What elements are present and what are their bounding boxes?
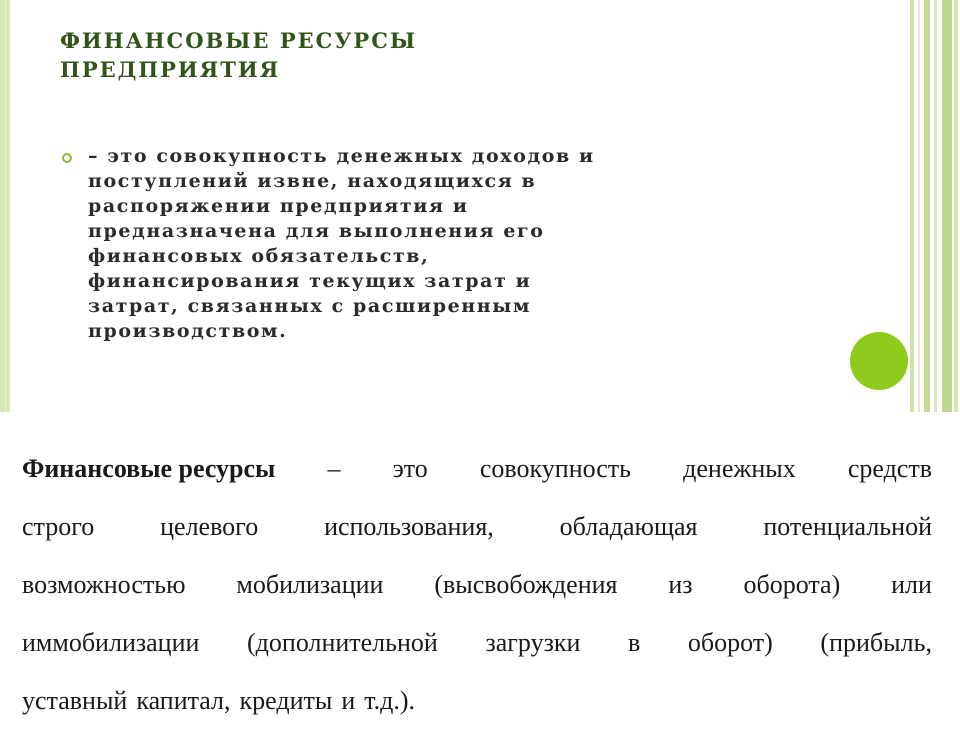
bullet-line: затрат, связанных с расширенным <box>88 295 532 317</box>
definition-word: оборот) <box>687 628 773 657</box>
definition-word: совокупность <box>479 454 632 483</box>
definition-word: т.д.). <box>364 686 416 715</box>
definition-line <box>22 498 932 556</box>
definition-word: потенциальной <box>763 512 932 541</box>
bullet-block <box>60 144 840 344</box>
definition-word: средств <box>847 454 932 483</box>
definition-line <box>22 440 932 498</box>
definition-word: капитал, <box>136 686 231 715</box>
definition-word: (дополнительной <box>247 628 438 657</box>
definition-word: целевого <box>160 512 259 541</box>
definition-word: (прибыль, <box>820 628 932 657</box>
definition-word: обладающая <box>559 512 698 541</box>
slide-title-line: ПРЕДПРИЯТИЯ <box>60 57 281 82</box>
definition-word: и <box>341 686 356 715</box>
definition-word: денежных <box>683 454 796 483</box>
bullet-line: финансирования текущих затрат и <box>88 270 532 292</box>
definition-word: (высвобождения <box>434 570 618 599</box>
definition-line <box>22 614 932 672</box>
bullet-text <box>88 144 840 344</box>
bullet-line: предназначена для выполнения его <box>88 220 545 242</box>
definition-word: загрузки <box>485 628 581 657</box>
definition-word: оборота) <box>743 570 841 599</box>
definition-word: мобилизации <box>236 570 384 599</box>
definition-word: уставный <box>22 686 128 715</box>
bullet-line: производством. <box>88 320 288 342</box>
definition-word: из <box>668 570 693 599</box>
definition-paragraph <box>22 440 932 730</box>
definition-line <box>22 672 932 730</box>
bullet-line: распоряжении предприятия и <box>88 195 469 217</box>
left-decorative-stripe <box>0 0 10 412</box>
definition-word: в <box>628 628 641 657</box>
bullet-line: – это совокупность денежных доходов и <box>88 145 595 167</box>
green-circle-decoration <box>850 332 908 390</box>
definition-word: использования, <box>324 512 494 541</box>
definition-word: строго <box>22 512 95 541</box>
term-bold: Финансовые ресурсы <box>22 454 276 483</box>
definition-word: кредиты <box>239 686 333 715</box>
definition-word: иммобилизации <box>22 628 200 657</box>
bullet-circle-icon <box>62 153 72 163</box>
definition-word: или <box>891 570 932 599</box>
right-decorative-border <box>908 0 960 412</box>
definition-word: – <box>327 454 341 483</box>
definition-line <box>22 556 932 614</box>
definition-word: возможностью <box>22 570 186 599</box>
slide-title-line: ФИНАНСОВЫЕ РЕСУРСЫ <box>60 28 418 53</box>
definition-word: это <box>392 454 428 483</box>
slide-title <box>60 26 680 84</box>
bullet-line: финансовых обязательств, <box>88 245 430 267</box>
bullet-line: поступлений извне, находящихся в <box>88 170 537 192</box>
